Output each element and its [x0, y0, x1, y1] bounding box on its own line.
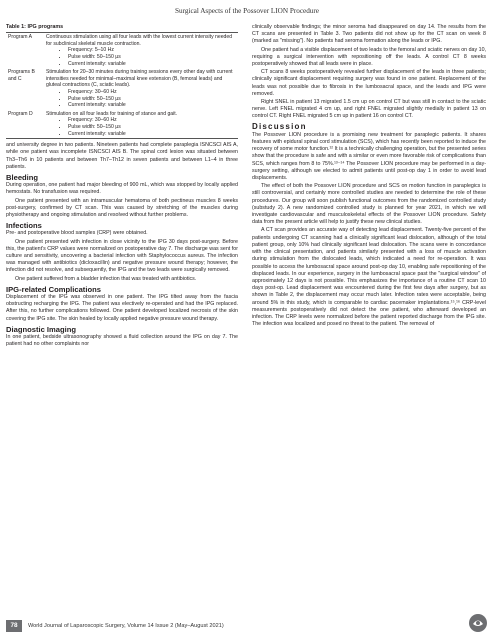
section-heading-infections: Infections [6, 221, 42, 231]
bullet-item: • Pulse width: 50–150 µs [68, 54, 236, 61]
section-heading-discussion [252, 123, 486, 130]
body-paragraph: One patient presented with an intramuscular hematoma of both pectineus muscles 8 weeks post-surgery, confirmed by CT scan. This was caused by stretching of the muscles during physiotherapy and ongoing stimulation and resolved without further problems. [6, 197, 238, 218]
bullet-item: • Pulse width: 50–150 µs [68, 96, 236, 103]
table-title: Table 1: IPG programs [6, 24, 64, 30]
body-paragraph: One patient had a visible displacement of two leads to the femoral and sciatic nerves on day 10, requiring a surgical intervention with repositioning off the leads. A control CT 8 weeks postoperatively showed that all leads were in place. [252, 46, 486, 68]
body-paragraph: Right SNEL in patient 13 migrated 1.5 cm up on control CT but was still in contact to the sciatic nerve. Left FNEL migrated 4 cm up, and right FNEL migrated slightly medially in patient 13 on control CT. Right FNEL migrated 5 cm up in patient 16 on control CT. [252, 99, 486, 120]
body-paragraph: During operation, one patient had major bleeding of 900 mL, which was stopped by locally applied hemostats. No transfusion was required. [6, 182, 238, 196]
section-heading-diagnostic-imaging: Diagnostic Imaging [6, 324, 77, 334]
program-name [6, 68, 44, 110]
section-heading-bleeding: Bleeding [6, 172, 39, 182]
program-desc-text: Stimulation on all four leads for training of stance and gait. [46, 110, 178, 117]
journal-citation: World Journal of Laparoscopic Surgery, Volume 14 Issue 2 (May–August 2021) [28, 623, 224, 629]
program-name-text: Programs B and C [8, 69, 35, 82]
body-paragraph: The effect of both the Possover LION procedure and SCS on motion function in paraplegics is still controversial, and certainly more controlled studies are needed to determine the role of these procedures. Our group will soon publish functional outcomes from the randomized controlled study (substudy 2). A new randomized controlled study is planned for year 2021, in which we will investigate cardiovascular and musculoskeletal effects of the Possover LION procedure. Safety data from the present article will help to justify these new clinical studies. [252, 183, 486, 226]
body-paragraph: clinically observable findings; the minor seroma had disappeared on day 14. The results from the CT scans are presented in Table 3. Two patients did not show up for the CT scan on week 8 (marked as "missing"). No patients had seroma formation along the leads or IPG. [252, 24, 486, 45]
bullet-item: • Current intensity: variable [68, 61, 236, 68]
body-paragraph: Displacement of the IPG was observed in one patient. The IPG tilted away from the fascia obstructing recharging the IPG. The patient was electively re-operated and had the IPG replaced. After this, no further complications followed. One patient developed localized necrosis of the skin covering the IPG site. The skin healed by locally applied negative pressure wound therapy. [6, 293, 238, 322]
program-desc [44, 68, 238, 110]
running-header: Surgical Aspects of the Possover LION Procedure [175, 7, 319, 15]
bullet-item: • Frequency: 30–60 Hz [68, 89, 236, 96]
left-column [6, 24, 238, 349]
bullet-item: • Frequency: 30–60 Hz [68, 117, 236, 124]
program-bullets [46, 47, 236, 67]
program-bullets [46, 89, 236, 109]
body-paragraph: and university degree in two patients. Nineteen patients had complete paraplegia ISNCSCI AIS A, while one patient was incomplete ISNCSCI AIS B. The spinal cord lesion was situated between Th3–Th6 in 10 patients and between Th7–Th12 in seven patients and between L1–4 in three patients. [6, 142, 238, 170]
body-paragraph: A CT scan provides an accurate way of detecting lead displacement. Twenty-five percent of the patients undergoing CT scanning had a clinically significant lead dislocation, although of the total patient group, only 10% had clinically significant lead dislocation. The scans were in concordance with the clinical presentation, and patients similarly presented with a loss of muscle activation during stimulation from the dislocated leads, which indicated a need for re-operation. It was possible to access the lumbosacral space around post-op day 10, enabling safe repositioning of the displaced leads. In our experience, surgery in the lumbosacral space past the "surgical window" of approximately 12 days is not possible. This emphasizes the importance of a routine CT scan 10 days post-op. Lead displacement was encountered during the first few days after surgery, but as shown in Table 2, the displacement may occur much later. Infection rates were acceptable, being around 5% in this study, which is comparable to cardiac pacemaker implantations.¹⁵,¹⁶ CRP-level measurements postoperatively did not detect the one patient, who afterward developed an infection. The CRP levels were normalized before the patient reported discharge from the IPG site. The infection was localized and posed no threat to the patient. The removal of [252, 227, 486, 328]
program-bullets [46, 117, 236, 137]
bullet-item: • Frequency: 5–10 Hz [68, 47, 236, 54]
program-desc [44, 110, 238, 139]
page-footer [6, 620, 488, 632]
body-paragraph: One patient presented with infection in close vicinity to the IPG 30 days post-surgery. Before this, the patient's CRP values were normalized on postoperative day 7. The discharge was sent for culture and sensitivity, uncovering a bacterial infection with Staphylococcus aureus. The infection was managed with antibiotics (dicloxacillin) and negative pressure wound therapy; however, the infection did not resolve, and subsequently, the IPG and the two leads were surgically removed. [6, 238, 238, 274]
body-paragraph: In one patient, bedside ultrasonography showed a fluid collection around the IPG on day 7. The patient had no other complaints nor [6, 333, 238, 348]
program-name: Program D [8, 110, 33, 117]
table-row [6, 68, 238, 110]
page-number: 78 [6, 620, 22, 632]
program-desc [44, 33, 238, 68]
section-heading-ipg-complications: IPG-related Complications [6, 284, 101, 294]
body-paragraph: Pre- and postoperative blood samples (CRP) were obtained. [6, 230, 148, 237]
bullet-item: • Current intensity: variable [68, 131, 236, 138]
bullet-item: • Pulse width: 50–150 µs [68, 124, 236, 131]
right-column [252, 24, 486, 329]
table-row [6, 33, 238, 68]
bullet-item: • Current intensity: variable [68, 102, 236, 109]
body-paragraph: CT scans 8 weeks postoperatively revealed further displacement of the leads in three patients; clinically significant displacement requiring surgery was found in one patient. Replacement of the leads was not possible due to fibrosis in the lumbosacral space, and the leads and IPG were removed. [252, 69, 486, 97]
program-desc-text: Stimulation for 20–30 minutes during training sessions every other day with current intensities needed for minimal–maximal knee extension (B, femoral leads) and gluteal contractions (C, sciatic leads). [46, 69, 233, 89]
table-row [6, 110, 238, 139]
discussion-heading-text: Discussion [252, 121, 307, 131]
body-paragraph: One patient suffered from a bladder infection that was treated with antibiotics. [15, 275, 197, 282]
body-paragraph: The Possover LION procedure is a promising new treatment for paraplegic patients. It shares features with epidural spinal cord stimulation (SCS), which has recently been reported to induce the recovery of some motor function.¹² It is a technically challenging operation, but the presented series show that the procedure is safe and with a similar or even more favorable risk of complications than SCS, which ranges from 8 to 75%.¹³⁻¹⁴ The Possover LION procedure may be performed in a day-surgery setting, although we elected to admit patients until post-op day 1 in order to avoid lead displacements. [252, 131, 486, 182]
program-name: Program A [8, 34, 33, 41]
program-desc-text: Continuous stimulation using all four leads with the lowest current intensity needed for subclinical skeletal muscle contraction. [46, 34, 233, 47]
publisher-logo-icon [468, 613, 488, 633]
ipg-programs-table [6, 32, 238, 139]
